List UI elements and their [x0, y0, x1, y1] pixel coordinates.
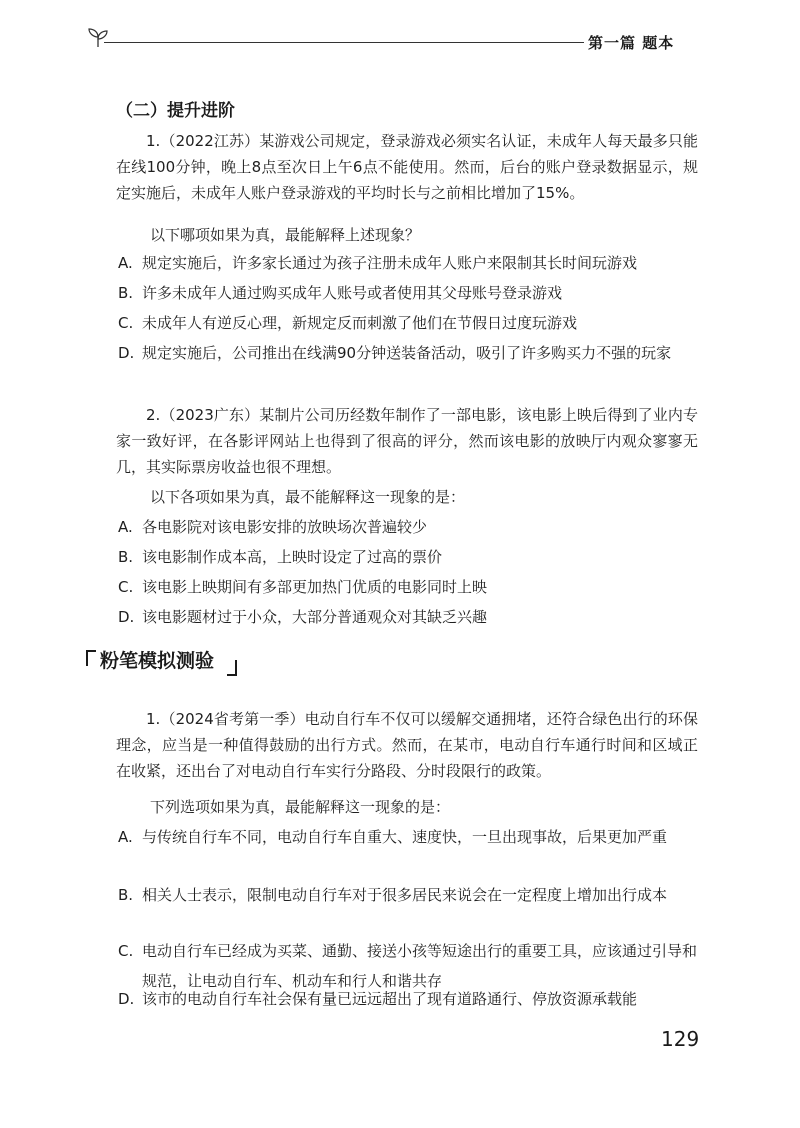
option-text: 电动自行车已经成为买菜、通勤、接送小孩等短途出行的重要工具，应该通过引导和规范，让电动自行车、机动车和行人和谐共存	[142, 942, 698, 990]
question-3-option-a	[118, 822, 698, 852]
option-label: A.	[118, 518, 133, 536]
option-label: B.	[118, 284, 134, 302]
question-2-prompt: 以下各项如果为真，最不能解释这一现象的是：	[150, 488, 466, 506]
page-number: 129	[661, 1027, 700, 1051]
option-text: 与传统自行车不同，电动自行车自重大、速度快，一旦出现事故，后果更加严重	[142, 828, 668, 846]
question-3-option-b	[118, 880, 698, 910]
question-3-option-d	[118, 984, 698, 1014]
subsection-title: （二）提升进阶	[116, 101, 235, 121]
option-label: B.	[118, 548, 134, 566]
question-1-option-a	[118, 248, 698, 278]
option-text: 许多未成年人通过购买成年人账号或者使用其父母账号登录游戏	[142, 284, 563, 302]
option-text: 各电影院对该电影安排的放映场次普遍较少	[142, 518, 428, 536]
question-2-option-b	[118, 542, 698, 572]
question-1-option-d	[118, 338, 698, 368]
question-1-option-b	[118, 278, 698, 308]
running-header-title: 第一篇 题本	[588, 34, 675, 52]
header-rule	[104, 42, 584, 43]
option-label: C.	[118, 578, 134, 596]
question-2-stem: 2.（2023广东）某制片公司历经数年制作了一部电影，该电影上映后得到了业内专家一致好评，在各影评网站上也得到了很高的评分，然而该电影的放映厅内观众寥寥无几，其实际票房收益也很不理想。	[116, 406, 698, 476]
question-3-prompt: 下列选项如果为真，最能解释这一现象的是：	[150, 798, 451, 816]
option-text: 相关人士表示，限制电动自行车对于很多居民来说会在一定程度上增加出行成本	[142, 886, 668, 904]
option-label: A.	[118, 254, 133, 272]
option-text: 该电影制作成本高，上映时设定了过高的票价	[142, 548, 443, 566]
section-title	[86, 646, 214, 673]
section-bracket-right	[227, 660, 237, 676]
option-label: C.	[118, 314, 134, 332]
question-2-option-c	[118, 572, 698, 602]
option-label: D.	[118, 608, 135, 626]
question-2-option-a	[118, 512, 698, 542]
section-title-text: 粉笔模拟测验	[100, 650, 215, 672]
option-label: C.	[118, 942, 134, 960]
option-label: A.	[118, 828, 133, 846]
sprout-icon	[86, 27, 110, 49]
option-text: 规定实施后，许多家长通过为孩子注册未成年人账户来限制其长时间玩游戏	[142, 254, 638, 272]
option-label: B.	[118, 886, 134, 904]
option-text: 该市的电动自行车社会保有量已远远超出了现有道路通行、停放资源承载能	[142, 990, 638, 1008]
option-label: D.	[118, 990, 135, 1008]
question-1-option-c	[118, 308, 698, 338]
option-text: 该电影题材过于小众，大部分普通观众对其缺乏兴趣	[142, 608, 488, 626]
question-3-stem: 1.（2024省考第一季）电动自行车不仅可以缓解交通拥堵，还符合绿色出行的环保理念，应当是一种值得鼓励的出行方式。然而，在某市，电动自行车通行时间和区域正在收紧，还出台了对电动自行车实行分路段、分时段限行的政策。	[116, 710, 698, 780]
question-2-option-d	[118, 602, 698, 632]
option-text: 该电影上映期间有多部更加热门优质的电影同时上映	[142, 578, 488, 596]
option-text: 规定实施后，公司推出在线满90分钟送装备活动，吸引了许多购买力不强的玩家	[142, 344, 672, 362]
option-label: D.	[118, 344, 135, 362]
question-1-prompt: 以下哪项如果为真，最能解释上述现象？	[150, 226, 421, 244]
option-text: 未成年人有逆反心理，新规定反而刺激了他们在节假日过度玩游戏	[142, 314, 578, 332]
question-1-stem: 1.（2022江苏）某游戏公司规定，登录游戏必须实名认证，未成年人每天最多只能在线100分钟，晚上8点至次日上午6点不能使用。然而，后台的账户登录数据显示，规定实施后，未成年人账户登录游戏的平均时长与之前相比增加了15%。	[116, 132, 698, 202]
